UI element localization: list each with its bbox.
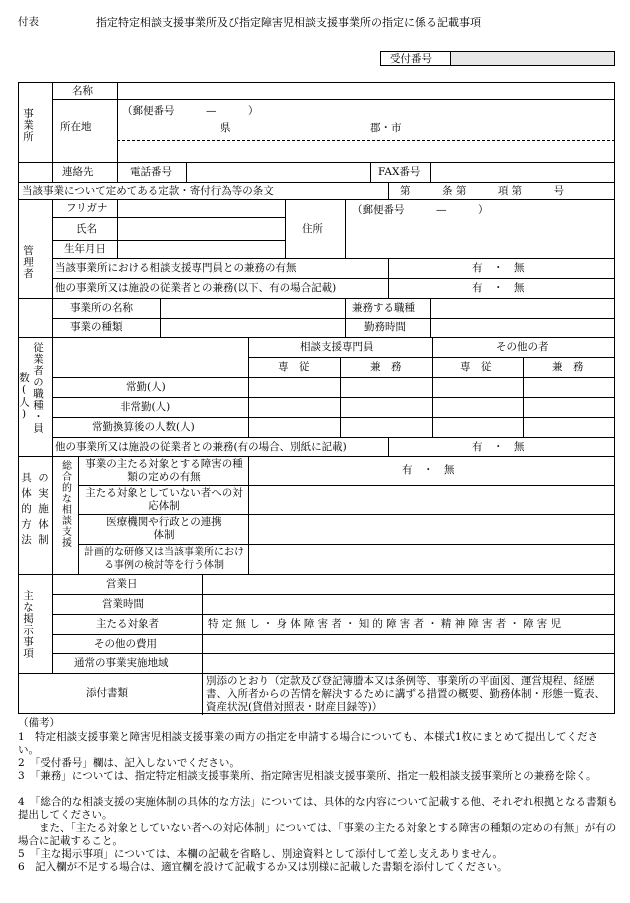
staff-other-dedicated: 専 従 xyxy=(460,361,492,373)
office-postal-label: （郵便番号 — ） xyxy=(122,105,259,117)
notice-section-label: 主な掲示事項 xyxy=(22,590,35,659)
office-name-label: 名称 xyxy=(72,85,93,97)
remark-3: 3 「兼務」については、指定特定相談支援事業所、指定障害児相談支援事業所、指定一般相談支援事業所との兼務を除く。 xyxy=(18,770,597,782)
support-section-label-a: 具体的方法 xyxy=(20,472,33,550)
office-contact-label: 連絡先 xyxy=(62,166,94,178)
manager-concurrent1-label: 当該事業所における相談支援専門員との兼務の有無 xyxy=(55,262,297,274)
office-pref-label: 県 xyxy=(220,122,231,134)
staff-other-header: その他の者 xyxy=(496,341,549,353)
appendix-label: 付表 xyxy=(18,16,39,28)
manager-office-name-label: 事業所の名称 xyxy=(70,302,133,314)
staff-specialist-dedicated: 専 従 xyxy=(278,361,310,373)
manager-address-label: 住所 xyxy=(302,223,323,235)
form-title: 指定特定相談支援事業所及び指定障害児相談支援事業所の指定に係る記載事項 xyxy=(96,16,481,29)
receipt-number-label: 受付番号 xyxy=(390,53,432,65)
attachments-label: 添付書類 xyxy=(86,687,128,699)
staff-other-concurrent: 兼 務 xyxy=(552,361,584,373)
support-row2-label: 主たる対象としていない者への対応体制 xyxy=(85,487,243,512)
remark-4-cont: また、「主たる対象としていない者への対応体制」については、「事業の主たる対象とする障害の種類の定めの有無」が有の場合に記載すること。 xyxy=(18,822,617,847)
remark-5: 5 「主な掲示事項」については、本欄の記載を省略し、別途資料として添付して差し支えありません。 xyxy=(18,848,503,860)
notice-fees-label: その他の費用 xyxy=(94,638,157,650)
office-phone-label: 電話番号 xyxy=(130,166,172,178)
articles-label: 当該事業について定めてある定款・寄付行為等の条文 xyxy=(22,185,274,197)
manager-concurrent1-value[interactable]: 有 ・ 無 xyxy=(472,262,525,274)
support-row4-label: 計画的な研修又は当該事業所における事例の検討等を行う体制 xyxy=(84,547,244,571)
manager-hours-label: 勤務時間 xyxy=(364,321,406,333)
support-row3-label: 医療機関や行政との連携体制 xyxy=(106,516,222,541)
office-fax-label: FAX番号 xyxy=(378,166,421,178)
manager-furigana-label: フリガナ xyxy=(66,202,108,214)
support-section-label-c: 総合的な相談支援 xyxy=(59,460,71,548)
remarks-title: （備考） xyxy=(18,717,60,729)
remark-2: 2 「受付番号」欄は、記入しないでください。 xyxy=(18,757,240,769)
office-section-label: 事業所 xyxy=(22,108,35,143)
office-address-label: 所在地 xyxy=(60,121,92,133)
staff-fulltime-label: 常勤(人) xyxy=(126,381,166,393)
support-section-label-b: の実施体制 xyxy=(37,472,50,550)
notice-area-label: 通常の事業実施地域 xyxy=(74,657,169,669)
manager-office-type-label: 事業の種類 xyxy=(70,321,123,333)
manager-duty-label: 兼務する職種 xyxy=(352,302,415,314)
staff-other-concurrent-label: 他の事業所又は施設の従業者との兼務(有の場合、別紙に記載) xyxy=(55,441,347,453)
manager-concurrent2-label: 他の事業所又は施設の従業者との兼務(以下、有の場合記載) xyxy=(55,282,337,294)
manager-concurrent2-value[interactable]: 有 ・ 無 xyxy=(472,282,525,294)
remark-1: 1 特定相談支援事業と障害児相談支援事業の両方の指定を申請する場合についても、本様式1枚にまとめて提出してください。 xyxy=(18,731,599,756)
manager-postal-label: （郵便番号 — ） xyxy=(352,204,489,216)
office-city-label: 郡・市 xyxy=(370,122,402,134)
staff-other-concurrent-value[interactable]: 有 ・ 無 xyxy=(472,441,525,453)
attachments-value: 別添のとおり（定款及び登記簿謄本又は条例等、事業所の平面図、運営規程、経歴書、入所者からの苦情を解決するために講ずる措置の概要、勤務体制・形態一覧表、資産状況(貸借対照表・財産目録等)） xyxy=(206,675,605,713)
notice-target-value[interactable]: 特定無し・身体障害者・知的障害者・精神障害者・障害児 xyxy=(208,618,565,630)
notice-hours-label: 営業時間 xyxy=(102,598,144,610)
notice-days-label: 営業日 xyxy=(106,578,138,590)
notice-target-label: 主たる対象者 xyxy=(96,618,159,630)
support-row1-label: 事業の主たる対象とする障害の種類の定めの有無 xyxy=(85,458,243,483)
manager-name-label: 氏名 xyxy=(76,223,97,235)
articles-value: 第 条 第 項 第 号 xyxy=(400,185,565,197)
manager-section-label: 管理者 xyxy=(22,245,35,280)
remark-4: 4 「総合的な相談支援の実施体制の具体的な方法」については、具体的な内容について記載する他、それぞれ根拠となる書類も提出してください。 xyxy=(18,796,618,821)
staff-converted-label: 常勤換算後の人数(人) xyxy=(92,421,195,433)
staff-section-unit: 数(人) xyxy=(18,372,31,421)
staff-section-label: 従業者の職種・員 xyxy=(32,342,45,434)
remark-6: 6 記入欄が不足する場合は、適宜欄を設けて記載するか又は別様に記載した書類を添付してください。 xyxy=(18,861,508,873)
manager-birth-label: 生年月日 xyxy=(64,243,106,255)
support-row1-value[interactable]: 有 ・ 無 xyxy=(402,464,455,476)
staff-specialist-concurrent: 兼 務 xyxy=(370,361,402,373)
staff-parttime-label: 非常勤(人) xyxy=(120,401,171,413)
receipt-number-input[interactable] xyxy=(451,52,614,65)
staff-specialist-header: 相談支援専門員 xyxy=(300,341,374,353)
